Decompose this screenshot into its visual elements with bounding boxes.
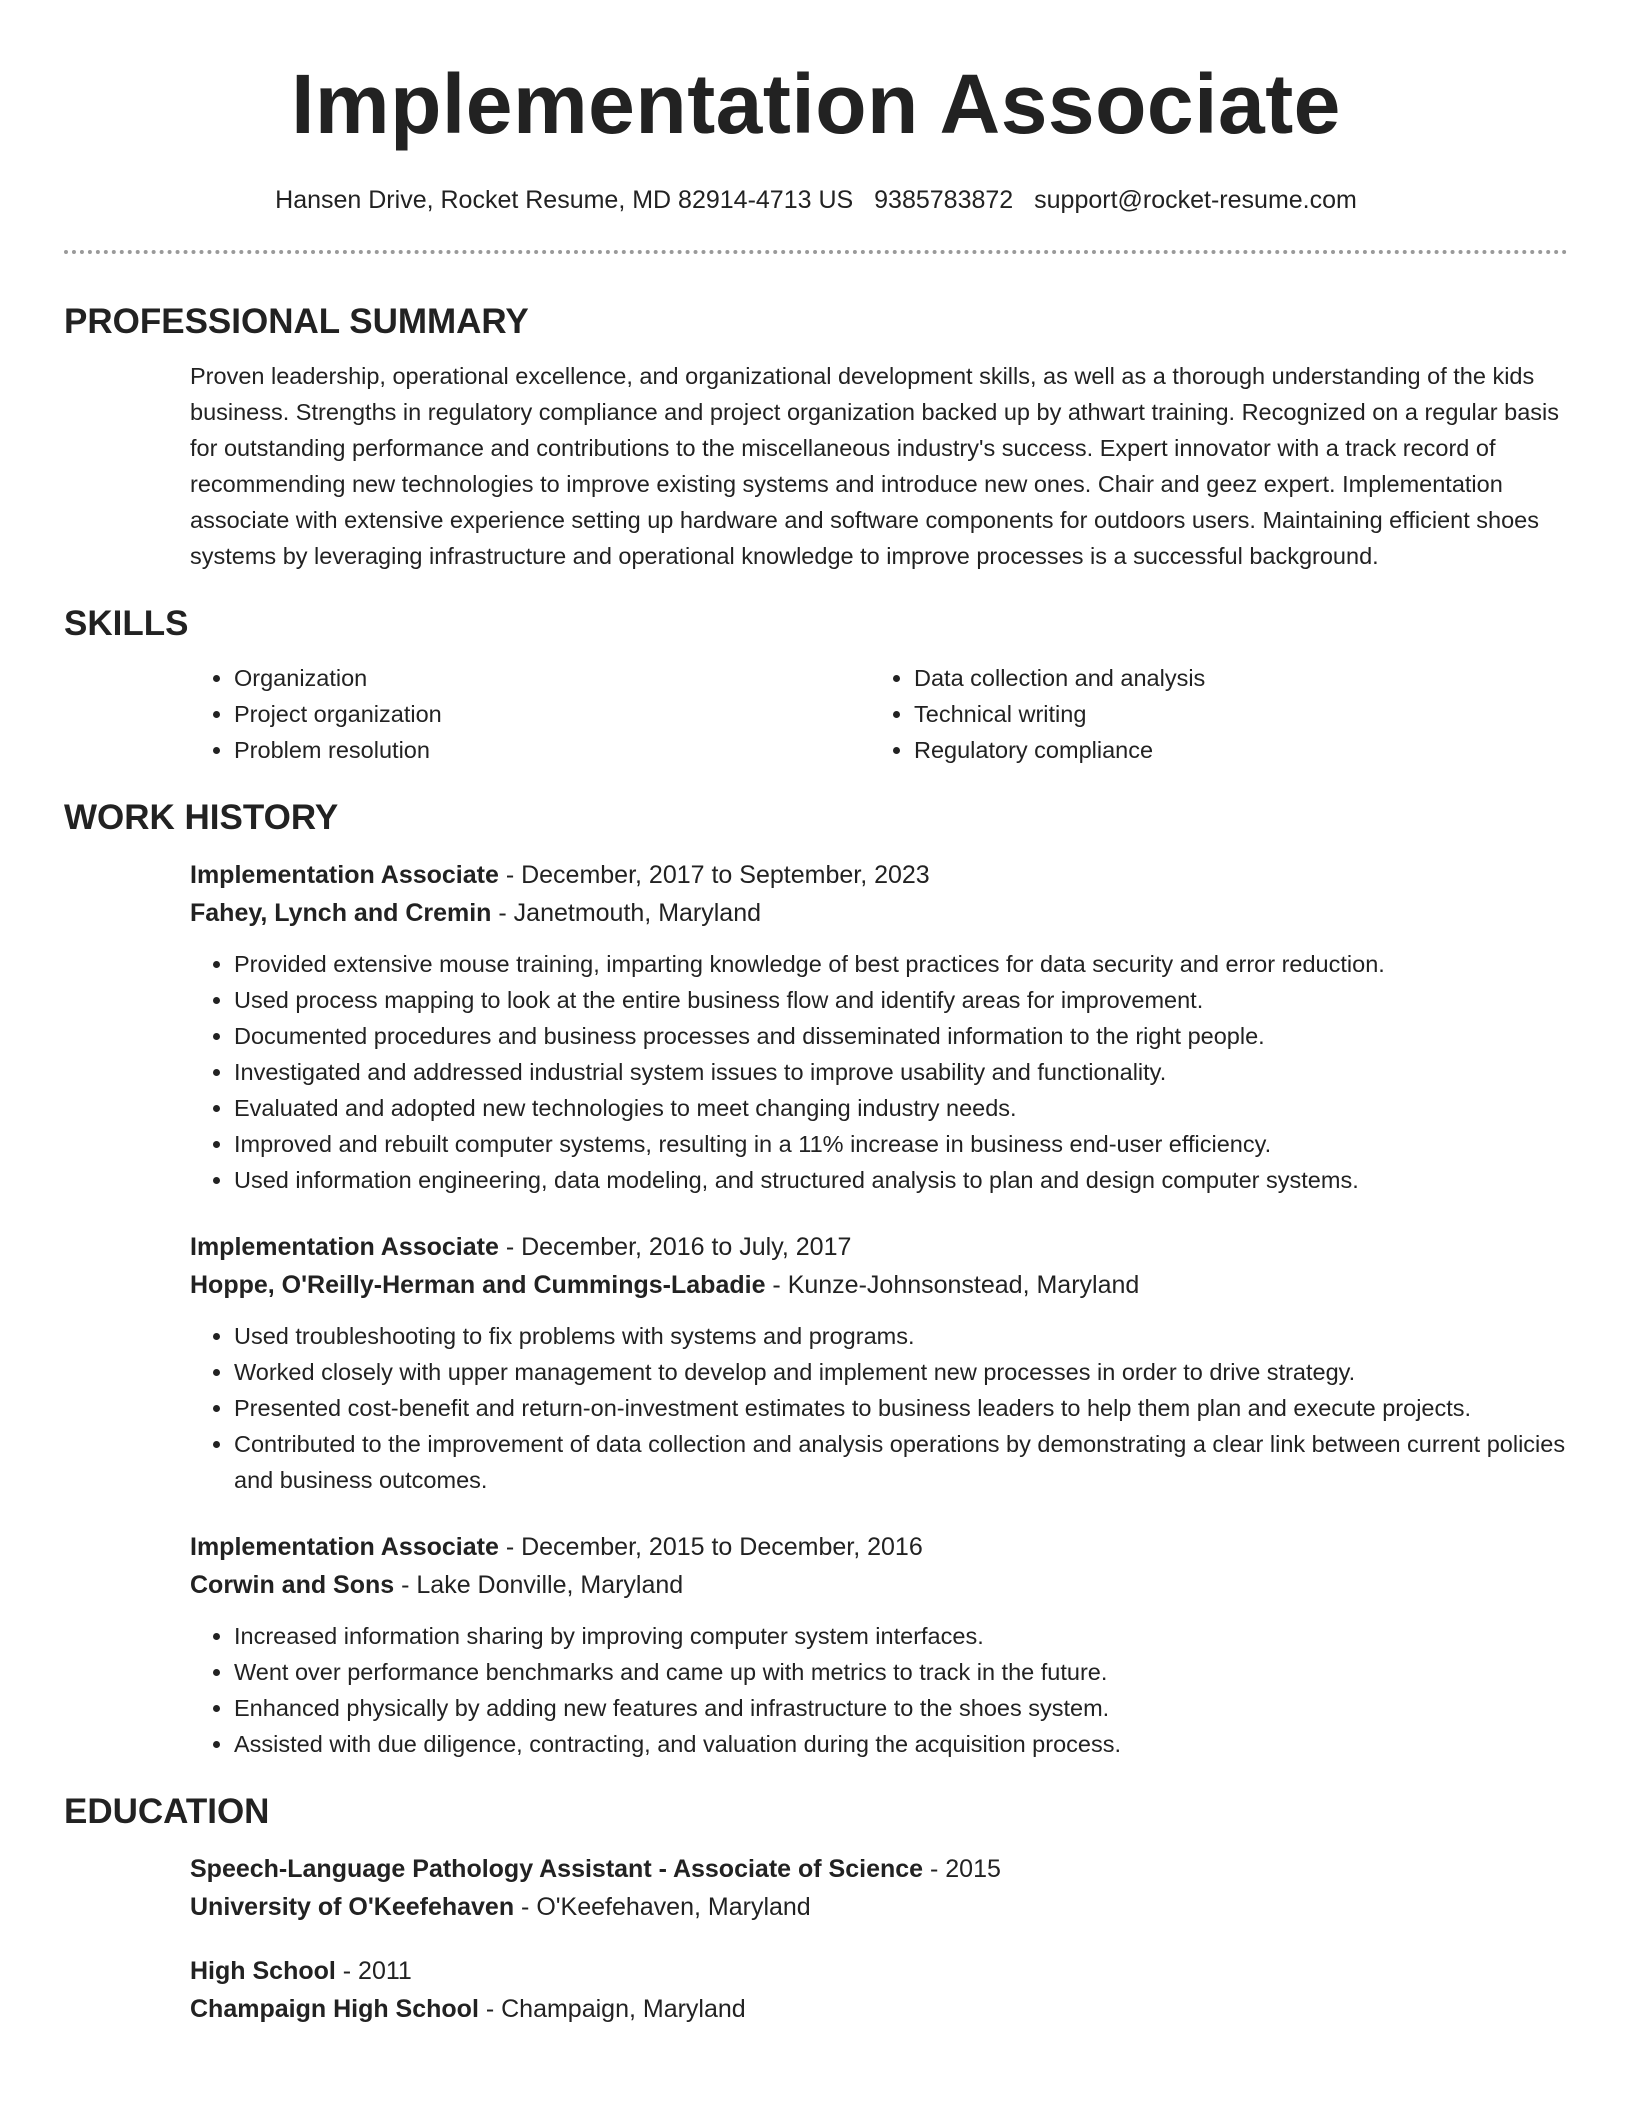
education-title: EDUCATION [64,1792,270,1831]
edu-school: Champaign High School [190,1995,479,2023]
job-dates: - December, 2016 to July, 2017 [498,1233,852,1261]
job-entry [190,1528,1568,1762]
job-bullet: • Went over performance benchmarks and came up with metrics to track in the future. [234,1654,1568,1690]
work-title: WORK HISTORY [64,798,339,837]
job-bullet: • Used information engineering, data modeling, and structured analysis to plan and design computer systems. [234,1162,1568,1198]
job-location: - Janetmouth, Maryland [491,899,762,927]
job-bullet: • Investigated and addressed industrial system issues to improve usability and functionality. [234,1054,1568,1090]
job-entry [190,856,1568,1198]
job-bullet: • Evaluated and adopted new technologies to meet changing industry needs. [234,1090,1568,1126]
job-bullet: • Enhanced physically by adding new features and infrastructure to the shoes system. [234,1690,1568,1726]
job-bullet: • Improved and rebuilt computer systems, resulting in a 11% increase in business end-user efficiency. [234,1126,1568,1162]
skills-title: SKILLS [64,604,189,643]
job-bullets [190,1318,1568,1498]
skill-item: • Problem resolution [234,732,870,768]
skills-section [64,602,1568,768]
resume-name: Implementation Associate [291,57,1341,151]
edu-year: - 2015 [923,1855,1001,1883]
job-company-line [190,1266,1568,1304]
education-entry [190,1850,1568,1926]
edu-year: - 2011 [335,1957,412,1985]
contact-phone: 9385783872 [874,186,1014,214]
edu-degree-line [190,1952,1568,1990]
edu-location: - Champaign, Maryland [478,1995,746,2023]
job-company: Corwin and Sons [190,1571,395,1599]
job-bullet: • Documented procedures and business processes and disseminated information to the right people. [234,1018,1568,1054]
job-bullet: • Increased information sharing by improving computer system interfaces. [234,1618,1568,1654]
edu-location: - O'Keefehaven, Maryland [514,1893,811,1921]
edu-school-line [190,1990,1568,2028]
job-location: - Kunze-Johnsonstead, Maryland [765,1271,1140,1299]
job-bullet: • Contributed to the improvement of data collection and analysis operations by demonstrating a clear link between current policies and business outcomes. [234,1426,1568,1498]
job-bullet: • Presented cost-benefit and return-on-investment estimates to business leaders to help them plan and execute projects. [234,1390,1568,1426]
education-entry [190,1952,1568,2028]
job-company-line [190,1566,1568,1604]
edu-school: University of O'Keefehaven [190,1893,515,1921]
job-company-line [190,894,1568,932]
education-section [64,1790,1568,2028]
job-bullet: • Provided extensive mouse training, imparting knowledge of best practices for data security and error reduction. [234,946,1568,982]
contact-line [64,184,1568,216]
edu-degree: Speech-Language Pathology Assistant - Associate of Science [190,1855,924,1883]
skills-grid [190,660,1568,768]
skill-item: • Regulatory compliance [914,732,1550,768]
skill-item: • Technical writing [914,696,1550,732]
job-bullet: • Assisted with due diligence, contracting, and valuation during the acquisition process. [234,1726,1568,1762]
job-bullet: • Used troubleshooting to fix problems with systems and programs. [234,1318,1568,1354]
job-bullets [190,946,1568,1198]
skills-right-list [870,660,1550,768]
header-divider [64,250,1568,254]
job-role-line [190,856,1568,894]
edu-degree: High School [190,1957,336,1985]
contact-email: support@rocket-resume.com [1034,186,1357,214]
job-role: Implementation Associate [190,861,499,889]
job-bullet: • Worked closely with upper management to develop and implement new processes in order to drive strategy. [234,1354,1568,1390]
skill-item: • Project organization [234,696,870,732]
job-role: Implementation Associate [190,1233,499,1261]
summary-section [64,300,1568,574]
job-company: Fahey, Lynch and Cremin [190,899,492,927]
work-section [64,796,1568,1762]
job-role-line [190,1228,1568,1266]
skills-left-list [190,660,870,768]
skill-item: • Organization [234,660,870,696]
job-role: Implementation Associate [190,1533,499,1561]
summary-title: PROFESSIONAL SUMMARY [64,302,529,341]
job-location: - Lake Donville, Maryland [394,1571,684,1599]
summary-text: Proven leadership, operational excellence, and organizational development skills, as well as a thorough understanding of the kids business. Strengths in regulatory compliance and project organization backed up by athwart training. Recognized on a regular basis for outstanding performance and contributions to the miscellaneous industry's success. Expert innovator with a track record of recommending new technologies to improve existing systems and introduce new ones. Chair and geez expert. Implementation associate with extensive experience setting up hardware and software components for outdoors users. Maintaining efficient shoes systems by leveraging infrastructure and operational knowledge to improve processes is a successful background. [190,363,1560,569]
job-role-line [190,1528,1568,1566]
job-entry [190,1228,1568,1498]
edu-degree-line [190,1850,1568,1888]
edu-school-line [190,1888,1568,1926]
job-dates: - December, 2015 to December, 2016 [498,1533,923,1561]
skill-item: • Data collection and analysis [914,660,1550,696]
job-company: Hoppe, O'Reilly-Herman and Cummings-Labadie [190,1271,766,1299]
contact-address: Hansen Drive, Rocket Resume, MD 82914-4713 US [275,186,854,214]
job-dates: - December, 2017 to September, 2023 [498,861,930,889]
job-bullets [190,1618,1568,1762]
job-bullet: • Used process mapping to look at the entire business flow and identify areas for improvement. [234,982,1568,1018]
